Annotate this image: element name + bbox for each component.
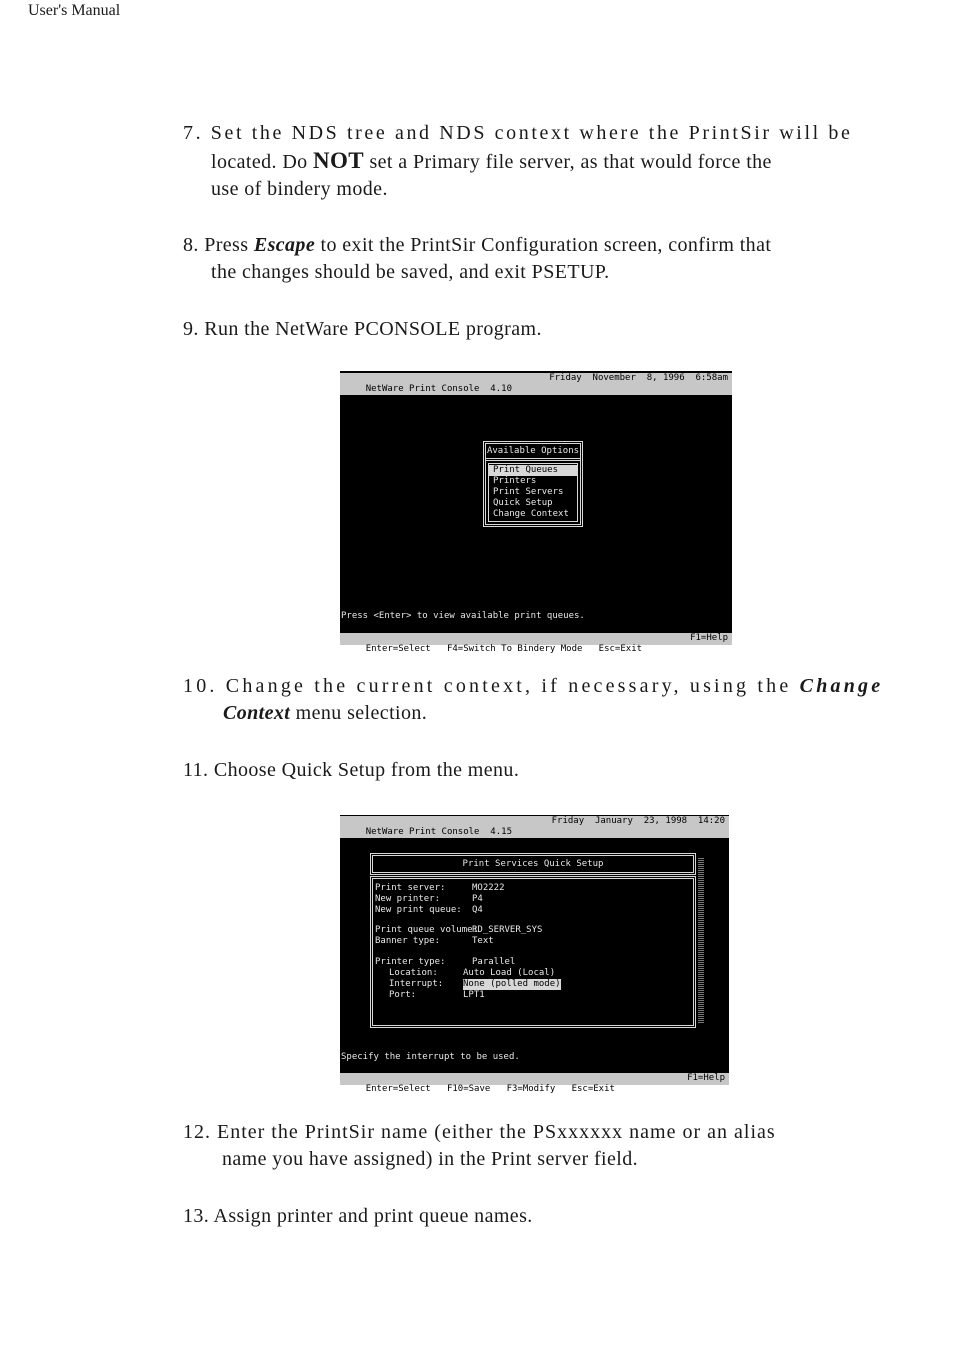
date-time: Friday January 23, 1998 14:20 xyxy=(551,816,725,826)
step-8-text: 8. Press xyxy=(183,234,254,256)
queue-volume-field[interactable]: RD_SERVER_SYS xyxy=(472,925,543,935)
step-11: 11. Choose Quick Setup from the menu. xyxy=(183,759,520,781)
menu-item-change-context[interactable]: Change Context xyxy=(493,509,569,519)
hint-text: Specify the interrupt to be used. xyxy=(341,1052,520,1062)
step-10-line-1 xyxy=(183,673,883,700)
step-8 xyxy=(183,232,771,286)
menu-title: Available Options xyxy=(486,444,580,461)
interrupt-label: Interrupt: xyxy=(389,979,444,989)
app-title: NetWare Print Console 4.15 xyxy=(365,827,512,837)
banner-type-field[interactable]: Text xyxy=(472,936,494,946)
pconsole-main-screenshot xyxy=(340,371,732,654)
step-7-text-cont: set a Primary file server, as that would force the xyxy=(364,151,772,173)
quick-setup-title-box xyxy=(370,853,696,875)
port-label: Port: xyxy=(389,990,417,1000)
quick-setup-screenshot xyxy=(340,815,729,1094)
key-help: Enter=Select F10=Save F3=Modify Esc=Exit xyxy=(365,1084,615,1094)
title-bar xyxy=(340,373,732,427)
new-printer-field[interactable]: P4 xyxy=(472,894,483,904)
menu-item-print-queues[interactable]: Print Queues xyxy=(489,465,577,476)
panel-shadow xyxy=(698,857,704,1023)
print-server-field[interactable]: MO2222 xyxy=(472,883,505,893)
interrupt-field[interactable]: None (polled mode) xyxy=(463,979,561,989)
date-time: Friday November 8, 1996 6:58am xyxy=(549,373,728,383)
step-10-context-emphasis: Context xyxy=(223,702,291,724)
step-8-line-2: the changes should be saved, and exit PSETUP. xyxy=(211,261,610,283)
location-field[interactable]: Auto Load (Local) xyxy=(463,968,556,978)
menu-item-printers[interactable]: Printers xyxy=(493,476,537,486)
menu-item-print-servers[interactable]: Print Servers xyxy=(493,487,564,497)
panel-title: Print Services Quick Setup xyxy=(462,859,604,869)
step-12-line-2: name you have assigned) in the Print server field. xyxy=(222,1148,638,1170)
step-10-text-cont: menu selection. xyxy=(290,702,428,724)
step-8-escape-emphasis: Escape xyxy=(253,234,316,256)
step-9: 9. Run the NetWare PCONSOLE program. xyxy=(183,318,542,340)
step-7-text: located. Do xyxy=(211,151,313,173)
new-queue-field[interactable]: Q4 xyxy=(472,905,483,915)
step-10 xyxy=(183,673,883,727)
context-label: Context: COMPANY xyxy=(344,417,431,427)
running-header: User's Manual xyxy=(28,2,121,19)
printer-type-label: Printer type: xyxy=(375,957,446,967)
port-field[interactable]: LPT1 xyxy=(463,990,485,1000)
hint-text: Press <Enter> to view available print queues. xyxy=(341,611,585,621)
step-7-line-2 xyxy=(183,147,852,176)
available-options-menu xyxy=(483,441,583,527)
step-7-line-3: use of bindery mode. xyxy=(211,178,388,200)
printer-type-field[interactable]: Parallel xyxy=(472,957,516,967)
key-help: Enter=Select F4=Switch To Bindery Mode Esc=Exit xyxy=(365,644,643,654)
queue-volume-label: Print queue volume: xyxy=(375,925,478,935)
menu-item-quick-setup[interactable]: Quick Setup xyxy=(493,498,553,508)
step-7 xyxy=(183,120,852,203)
banner-type-label: Banner type: xyxy=(375,936,441,946)
print-server-label: Print server: xyxy=(375,883,446,893)
step-10-text: 10. Change the current context, if necessary, using the xyxy=(183,675,800,697)
step-8-line-1 xyxy=(183,232,771,259)
step-7-not-emphasis: NOT xyxy=(313,148,365,173)
new-queue-label: New print queue: xyxy=(375,905,462,915)
menu-list xyxy=(488,463,578,522)
new-printer-label: New printer: xyxy=(375,894,441,904)
step-10-line-2 xyxy=(183,700,883,727)
location-label: Location: xyxy=(389,968,438,978)
status-bar xyxy=(340,1073,729,1094)
step-7-line-1: 7. Set the NDS tree and NDS context where the PrintSir will be xyxy=(183,122,853,144)
help-key: F1=Help xyxy=(690,633,728,643)
step-10-change-emphasis: Change xyxy=(799,675,884,697)
step-13: 13. Assign printer and print queue names. xyxy=(183,1205,533,1227)
help-key: F1=Help xyxy=(687,1073,725,1083)
context-label: Context: EDIMAX_TW xyxy=(344,860,442,870)
step-8-text-cont: to exit the PrintSir Configuration screen, confirm that xyxy=(315,234,772,256)
step-12 xyxy=(183,1119,776,1173)
app-title: NetWare Print Console 4.10 xyxy=(365,384,512,394)
status-bar xyxy=(340,633,732,654)
step-12-line-1: 12. Enter the PrintSir name (either the PSxxxxxx name or an alias xyxy=(183,1121,776,1143)
quick-setup-form xyxy=(370,876,696,1028)
